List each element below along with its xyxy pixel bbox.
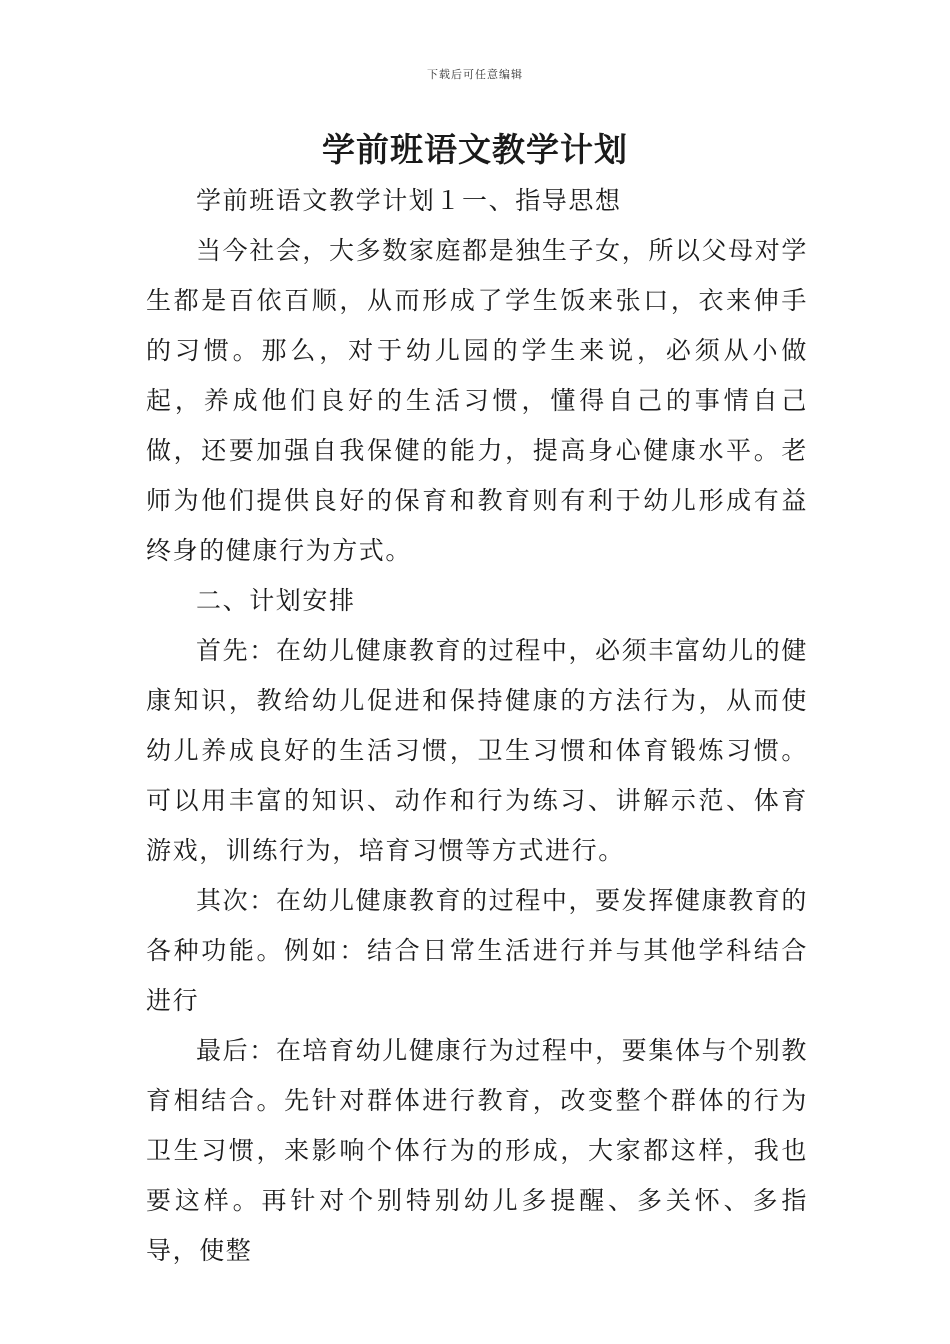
paragraph-plan-heading: 二、计划安排 [196,586,356,615]
document-title: 学前班语文教学计划 [322,130,628,169]
document-body [146,176,808,1276]
paragraph-guiding-thought: 当今社会，大多数家庭都是独生子女，所以父母对学生都是百依百顺，从而形成了学生饭来张口，衣来伸手的习惯。那么，对于幼儿园的学生来说，必须从小做起，养成他们良好的生活习惯，懂得自己的事情自己做，还要加强自我保健的能力，提高身心健康水平。老师为他们提供良好的保育和教育则有利于幼儿形成有益终身的健康行为方式。 [146,236,808,565]
paragraph-first: 首先：在幼儿健康教育的过程中，必须丰富幼儿的健康知识，教给幼儿促进和保持健康的方法行为，从而使幼儿养成良好的生活习惯，卫生习惯和体育锻炼习惯。可以用丰富的知识、动作和行为练习、讲解示范、体育游戏，训练行为，培育习惯等方式进行。 [146,636,808,865]
header-note: 下载后可任意编辑 [427,68,523,81]
paragraph-second: 其次：在幼儿健康教育的过程中，要发挥健康教育的各种功能。例如：结合日常生活进行并与其他学科结合进行 [146,886,808,1015]
paragraph-intro-heading: 学前班语文教学计划１一、指导思想 [196,186,622,215]
paragraph-last: 最后：在培育幼儿健康行为过程中，要集体与个别教育相结合。先针对群体进行教育，改变整个群体的行为卫生习惯，来影响个体行为的形成，大家都这样，我也要这样。再针对个别特别幼儿多提醒、多关怀、多指导，使整 [146,1036,808,1265]
